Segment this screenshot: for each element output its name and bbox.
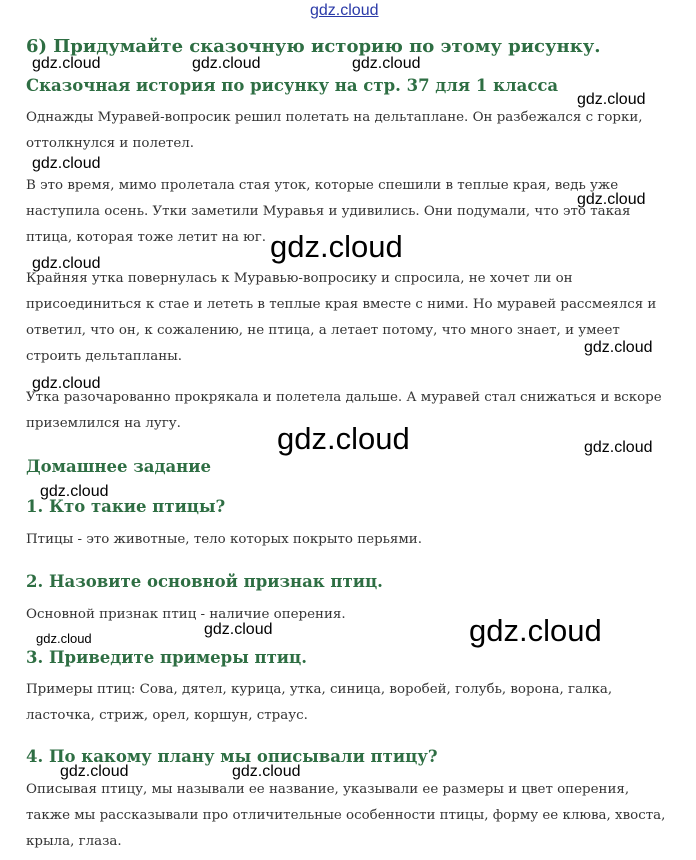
story-heading: Сказочная история по рисунку на стр. 37 для 1 класса [26,76,559,95]
watermark: gdz.cloud [192,55,261,72]
answer-paragraph: Описывая птицу, мы называли ее название, указывали ее размеры и цвет оперения, также мы рассказывали про отличительные особенности птицы, форму ее клюва, хвоста, крыла, глаза. [26,782,666,849]
watermark: gdz.cloud [204,621,273,638]
task-heading: 6) Придумайте сказочную историю по этому рисунку. [26,36,601,57]
question-heading: 4. По какому плану мы описывали птицу? [26,747,438,766]
watermark: gdz.cloud [270,229,403,264]
homework-heading: Домашнее задание [26,457,211,476]
watermark: gdz.cloud [36,631,92,646]
answer-paragraph: Примеры птиц: Сова, дятел, курица, утка, синица, воробей, голубь, ворона, галка, ласточка, стриж, орел, коршун, страус. [26,682,613,723]
answer-paragraph: Птицы - это животные, тело которых покрыто перьями. [26,532,422,547]
watermark: gdz.cloud [32,55,101,72]
watermark: gdz.cloud [584,439,653,456]
story-paragraph: Однажды Муравей-вопросик решил полетать на дельтаплане. Он разбежался с горки, оттолкнулся и полетел. [26,110,643,151]
watermark: gdz.cloud [32,255,101,272]
watermark: gdz.cloud [584,339,653,356]
watermark: gdz.cloud [577,191,646,208]
story-paragraph: Утка разочарованно прокрякала и полетела дальше. А муравей стал снижаться и вскоре приземлился на лугу. [26,390,662,431]
watermark: gdz.cloud [60,763,129,780]
top-watermark-link[interactable]: gdz.cloud [310,2,379,19]
watermark: gdz.cloud [352,55,421,72]
answer-paragraph: Основной признак птиц - наличие оперения. [26,607,346,622]
question-heading: 3. Приведите примеры птиц. [26,648,307,667]
watermark: gdz.cloud [32,375,101,392]
story-paragraph: В это время, мимо пролетала стая уток, которые спешили в теплые края, ведь уже наступила осень. Утки заметили Муравья и удивились. Они подумали, что это такая птица, которая тоже летит на юг. [26,178,631,245]
watermark: gdz.cloud [277,421,410,456]
watermark: gdz.cloud [40,483,109,500]
watermark: gdz.cloud [32,155,101,172]
question-heading: 2. Назовите основной признак птиц. [26,572,383,591]
watermark: gdz.cloud [232,763,301,780]
story-paragraph: Крайняя утка повернулась к Муравью-вопросику и спросила, не хочет ли он присоединиться к стае и лететь в теплые края вместе с ними. Но муравей рассмеялся и ответил, что он, к сожалению, не птица, а летает потому, что много знает, и умеет строить дельтапланы. [26,271,657,364]
question-heading: 1. Кто такие птицы? [26,497,226,516]
watermark: gdz.cloud [469,613,602,648]
watermark: gdz.cloud [577,91,646,108]
